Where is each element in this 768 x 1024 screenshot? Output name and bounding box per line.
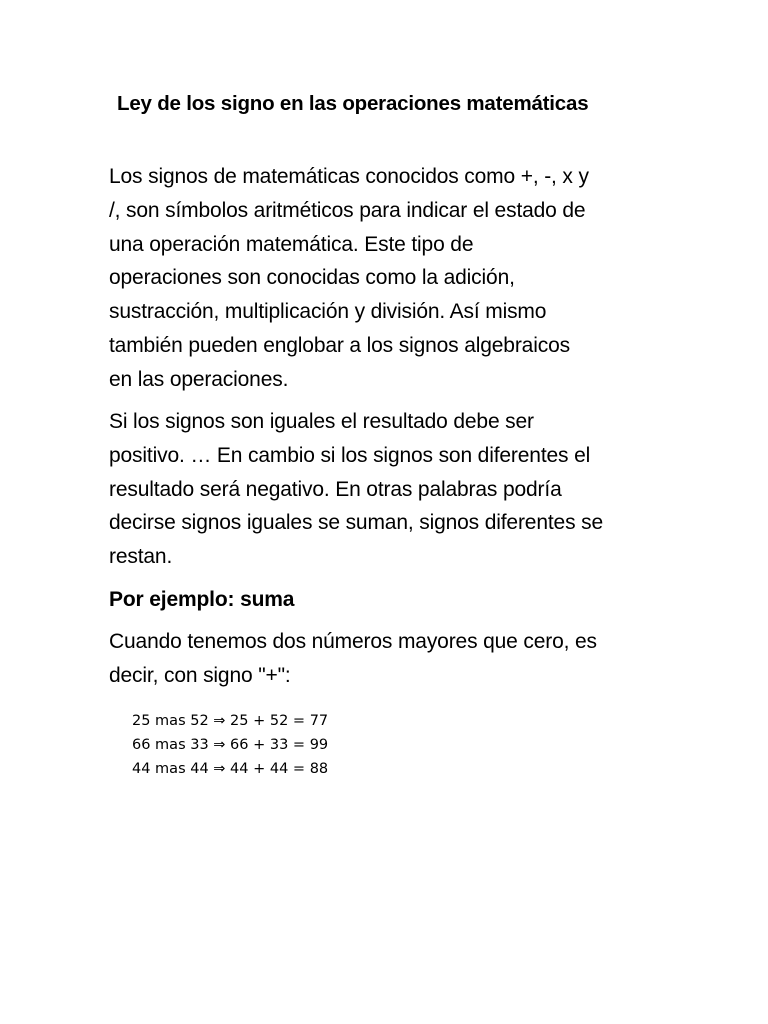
paragraph-line: decir, con signo "+":: [109, 663, 291, 687]
paragraph-intro: [109, 160, 669, 397]
paragraph-line: Si los signos son iguales el resultado debe ser: [109, 410, 534, 433]
paragraph-line: sustracción, multiplicación y división. Así mismo: [109, 300, 547, 324]
paragraph-line: operaciones son conocidas como la adición,: [109, 266, 515, 290]
paragraph-line: Los signos de matemáticas conocidos como +, -, x y: [109, 165, 589, 188]
equation: 44 mas 44 ⇒ 44 + 44 = 88: [132, 761, 329, 777]
paragraph-line: Cuando tenemos dos números mayores que cero, es: [109, 630, 597, 653]
paragraph-line: en las operaciones.: [109, 367, 289, 391]
paragraph-line: /, son símbolos aritméticos para indicar el estado de: [109, 198, 586, 222]
paragraph-line: resultado será negativo. En otras palabras podría: [109, 477, 562, 501]
paragraph-line: decirse signos iguales se suman, signos diferentes se: [109, 511, 603, 535]
paragraph-line: restan.: [109, 545, 173, 569]
example-heading: Por ejemplo: suma: [109, 588, 295, 611]
equation-list: [132, 709, 328, 781]
paragraph-sign-rule: [109, 405, 669, 574]
paragraph-example-intro: [109, 625, 669, 693]
paragraph-line: positivo. … En cambio si los signos son diferentes el: [109, 443, 591, 467]
equation: 25 mas 52 ⇒ 25 + 52 = 77: [132, 713, 329, 729]
paragraph-line: una operación matemática. Este tipo de: [109, 232, 474, 256]
paragraph-line: también pueden englobar a los signos algebraicos: [109, 333, 570, 357]
page-title: Ley de los signo en las operaciones matemáticas: [117, 92, 589, 115]
equation: 66 mas 33 ⇒ 66 + 33 = 99: [132, 737, 329, 753]
